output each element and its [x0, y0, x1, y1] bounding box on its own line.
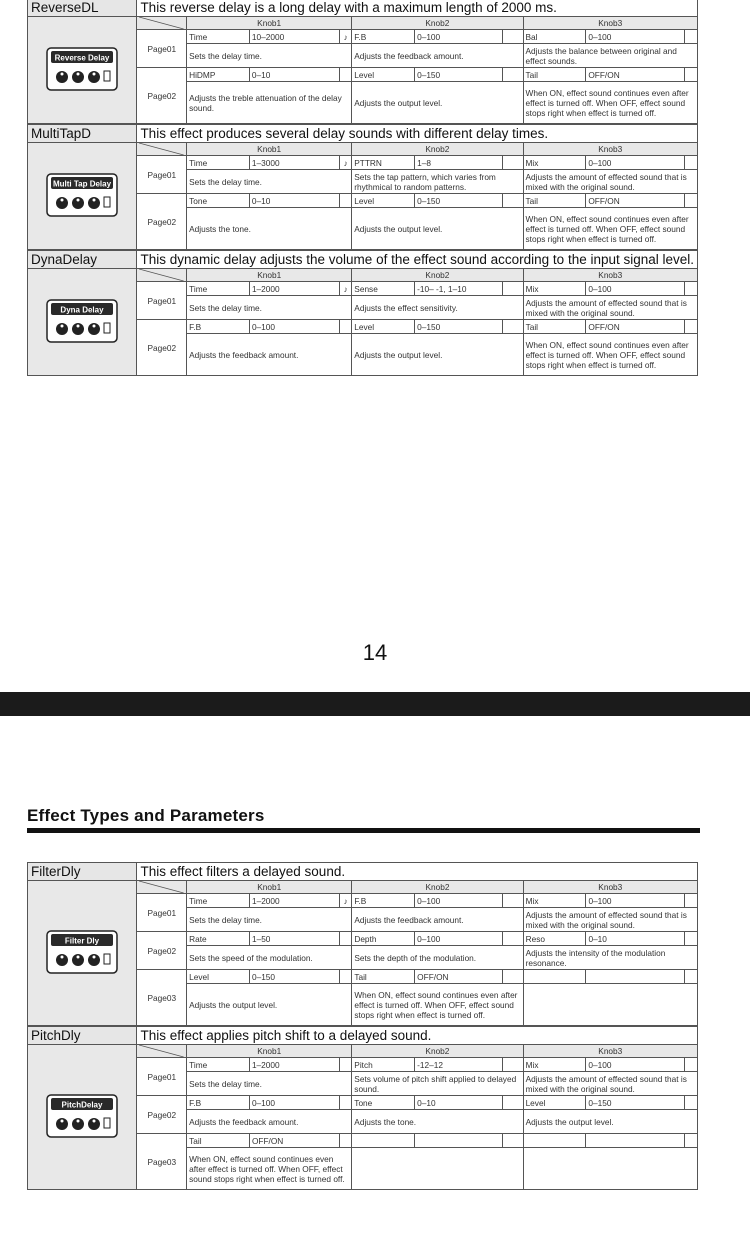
effect-table: [27, 0, 698, 124]
param-extra: [503, 970, 523, 984]
param-name: Mix: [523, 156, 586, 170]
pedal-illustration: [46, 299, 118, 343]
param-range: OFF/ON: [586, 320, 684, 334]
page-label: Page01: [137, 282, 187, 320]
param-name: Tail: [187, 1134, 250, 1148]
effect-list-upper: [27, 0, 698, 376]
param-range: 0–100: [586, 30, 684, 44]
page-label: Page02: [137, 68, 187, 124]
param-name: Rate: [187, 932, 250, 946]
tempo-sync-note-icon: ♪: [340, 156, 352, 170]
param-range: 0–150: [415, 194, 503, 208]
param-description: Adjusts the output level.: [523, 1110, 697, 1134]
param-description: Sets the delay time.: [187, 170, 352, 194]
pedal-illustration: [46, 173, 118, 217]
effect-name: FilterDly: [28, 863, 137, 881]
header-knob3: Knob3: [523, 17, 697, 30]
param-range: 0–10: [586, 932, 684, 946]
effect-description: This effect filters a delayed sound.: [137, 863, 698, 881]
param-range: 0–150: [415, 320, 503, 334]
effect-name: MultiTapD: [28, 125, 137, 143]
param-range: 1–50: [249, 932, 339, 946]
param-extra: [684, 156, 697, 170]
header-knob3: Knob3: [523, 1045, 697, 1058]
param-name: Tail: [523, 68, 586, 82]
param-range: 0–100: [586, 1058, 684, 1072]
effect-description: This dynamic delay adjusts the volume of the effect sound according to the input signal level.: [137, 251, 698, 269]
param-extra: [340, 1096, 352, 1110]
param-range: 0–100: [415, 894, 503, 908]
effect-pedal-image: [28, 17, 137, 124]
param-extra: [684, 1096, 697, 1110]
param-description: Adjusts the amount of effected sound that is mixed with the original sound.: [523, 296, 697, 320]
header-knob3: Knob3: [523, 269, 697, 282]
tempo-sync-note-icon: ♪: [340, 894, 352, 908]
page-label: Page02: [137, 932, 187, 970]
param-name: [523, 1134, 586, 1148]
param-range: 0–10: [415, 1096, 503, 1110]
pedal-label: Reverse Delay: [54, 53, 110, 63]
param-description: When ON, effect sound continues even after effect is turned off. When OFF, effect sound stops right when effect is turned off.: [352, 984, 523, 1026]
section-rule: [27, 828, 700, 833]
param-extra: [684, 320, 697, 334]
effect-pedal-image: [28, 1045, 137, 1190]
param-description: Adjusts the balance between original and effect sounds.: [523, 44, 697, 68]
effect-list-lower: [27, 862, 698, 1190]
param-name: Time: [187, 1058, 250, 1072]
header-knob1: Knob1: [187, 269, 352, 282]
effect-description: This reverse delay is a long delay with a maximum length of 2000 ms.: [137, 0, 698, 17]
param-name: Reso: [523, 932, 586, 946]
param-description: Adjusts the output level.: [352, 82, 523, 124]
param-name: Level: [352, 194, 415, 208]
param-range: 0–10: [249, 194, 339, 208]
param-extra: [503, 68, 523, 82]
param-range: 0–100: [415, 932, 503, 946]
param-range: 0–100: [586, 894, 684, 908]
param-name: F.B: [187, 320, 250, 334]
header-knob3: Knob3: [523, 143, 697, 156]
param-description: When ON, effect sound continues even after effect is turned off. When OFF, effect sound stops right when effect is turned off.: [523, 334, 697, 376]
param-description: Sets the delay time.: [187, 296, 352, 320]
param-description: Adjusts the intensity of the modulation resonance.: [523, 946, 697, 970]
effect-table: [27, 250, 698, 376]
header-knob1: Knob1: [187, 1045, 352, 1058]
param-range: 0–100: [586, 282, 684, 296]
param-name: Sense: [352, 282, 415, 296]
param-description: Adjusts the output level.: [187, 984, 352, 1026]
param-range: 0–150: [415, 68, 503, 82]
param-extra: [340, 194, 352, 208]
param-name: Time: [187, 156, 250, 170]
page-label: Page01: [137, 156, 187, 194]
param-description: Adjusts the treble attenuation of the delay sound.: [187, 82, 352, 124]
param-description: Adjusts the feedback amount.: [187, 1110, 352, 1134]
param-name: Tone: [352, 1096, 415, 1110]
param-name: Level: [352, 68, 415, 82]
param-extra: [503, 1058, 523, 1072]
effect-description: This effect produces several delay sounds with different delay times.: [137, 125, 698, 143]
header-knob1: Knob1: [187, 881, 352, 894]
param-name: Pitch: [352, 1058, 415, 1072]
header-knob2: Knob2: [352, 881, 523, 894]
param-extra: [503, 1096, 523, 1110]
effect-name: ReverseDL: [28, 0, 137, 17]
param-range: 10–2000: [249, 30, 339, 44]
pedal-illustration: [46, 1094, 118, 1138]
param-extra: [503, 320, 523, 334]
param-extra: [684, 932, 697, 946]
param-extra: [684, 894, 697, 908]
param-extra: [503, 894, 523, 908]
param-extra: [503, 282, 523, 296]
param-name: Tail: [352, 970, 415, 984]
param-name: F.B: [187, 1096, 250, 1110]
param-extra: [340, 970, 352, 984]
param-extra: [340, 68, 352, 82]
param-extra: [340, 1058, 352, 1072]
page-label: Page02: [137, 320, 187, 376]
param-extra: [340, 320, 352, 334]
effect-pedal-image: [28, 269, 137, 376]
page-number: 14: [362, 640, 388, 665]
param-range: 0–100: [586, 156, 684, 170]
param-name: HiDMP: [187, 68, 250, 82]
param-name: Bal: [523, 30, 586, 44]
page-label: Page03: [137, 970, 187, 1026]
param-name: Tone: [187, 194, 250, 208]
param-name: Tail: [523, 320, 586, 334]
param-range: 0–10: [249, 68, 339, 82]
effect-pedal-image: [28, 143, 137, 250]
param-description: Adjusts the tone.: [352, 1110, 523, 1134]
param-name: F.B: [352, 894, 415, 908]
param-description: [352, 1148, 523, 1190]
param-description: Adjusts the amount of effected sound that is mixed with the original sound.: [523, 170, 697, 194]
param-extra: [684, 1058, 697, 1072]
param-description: Sets the delay time.: [187, 44, 352, 68]
tempo-sync-note-icon: ♪: [340, 30, 352, 44]
effect-table: [27, 862, 698, 1026]
param-range: -12–12: [415, 1058, 503, 1072]
param-extra: [684, 970, 697, 984]
param-description: Adjusts the tone.: [187, 208, 352, 250]
pedal-illustration: [46, 47, 118, 91]
param-description: Adjusts the feedback amount.: [352, 44, 523, 68]
param-range: 1–2000: [249, 1058, 339, 1072]
param-description: Sets volume of pitch shift applied to delayed sound.: [352, 1072, 523, 1096]
page-label: Page03: [137, 1134, 187, 1190]
param-range: 0–100: [249, 1096, 339, 1110]
page-label: Page01: [137, 894, 187, 932]
pedal-label: Filter Dly: [65, 936, 100, 946]
param-description: Adjusts the effect sensitivity.: [352, 296, 523, 320]
param-range: 0–100: [249, 320, 339, 334]
param-description: Sets the speed of the modulation.: [187, 946, 352, 970]
param-extra: [684, 68, 697, 82]
header-knob2: Knob2: [352, 143, 523, 156]
param-name: F.B: [352, 30, 415, 44]
param-range: 1–3000: [249, 156, 339, 170]
param-name: [352, 1134, 415, 1148]
param-description: Sets the tap pattern, which varies from rhythmical to random patterns.: [352, 170, 523, 194]
page-divider-bar: [0, 692, 750, 716]
param-description: When ON, effect sound continues even after effect is turned off. When OFF, effect sound stops right when effect is turned off.: [523, 208, 697, 250]
param-name: Depth: [352, 932, 415, 946]
param-name: Level: [352, 320, 415, 334]
param-name: [523, 970, 586, 984]
param-description: When ON, effect sound continues even after effect is turned off. When OFF, effect sound stops right when effect is turned off.: [187, 1148, 352, 1190]
effect-name: DynaDelay: [28, 251, 137, 269]
effect-pedal-image: [28, 881, 137, 1026]
param-extra: [684, 1134, 697, 1148]
param-range: 0–100: [415, 30, 503, 44]
param-extra: [503, 194, 523, 208]
page-label: Page01: [137, 30, 187, 68]
param-extra: [340, 1134, 352, 1148]
param-description: Sets the delay time.: [187, 908, 352, 932]
param-range: [415, 1134, 503, 1148]
param-name: Time: [187, 30, 250, 44]
pedal-label: PitchDelay: [61, 1100, 103, 1110]
param-description: Adjusts the feedback amount.: [352, 908, 523, 932]
header-knob2: Knob2: [352, 17, 523, 30]
param-range: 1–2000: [249, 282, 339, 296]
header-corner: [137, 143, 187, 156]
page-label: Page02: [137, 1096, 187, 1134]
param-range: 1–2000: [249, 894, 339, 908]
param-description: Sets the delay time.: [187, 1072, 352, 1096]
param-extra: [340, 932, 352, 946]
page-lower: [0, 716, 750, 1247]
param-extra: [503, 156, 523, 170]
header-corner: [137, 17, 187, 30]
param-extra: [684, 282, 697, 296]
param-name: Mix: [523, 894, 586, 908]
param-name: Mix: [523, 1058, 586, 1072]
param-range: OFF/ON: [249, 1134, 339, 1148]
param-range: [586, 970, 684, 984]
pedal-label: Dyna Delay: [60, 305, 104, 315]
effect-table: [27, 124, 698, 250]
param-name: Level: [523, 1096, 586, 1110]
param-description: Adjusts the feedback amount.: [187, 334, 352, 376]
param-description: Adjusts the amount of effected sound that is mixed with the original sound.: [523, 908, 697, 932]
param-name: Time: [187, 282, 250, 296]
param-name: Mix: [523, 282, 586, 296]
param-extra: [503, 1134, 523, 1148]
header-knob1: Knob1: [187, 143, 352, 156]
param-range: 1–8: [415, 156, 503, 170]
pedal-label: Multi Tap Delay: [53, 179, 112, 189]
header-corner: [137, 881, 187, 894]
effect-description: This effect applies pitch shift to a delayed sound.: [137, 1027, 698, 1045]
page-label: Page02: [137, 194, 187, 250]
param-description: Adjusts the output level.: [352, 208, 523, 250]
section-title: Effect Types and Parameters: [27, 806, 265, 825]
param-extra: [684, 30, 697, 44]
header-corner: [137, 1045, 187, 1058]
param-range: OFF/ON: [415, 970, 503, 984]
param-name: PTTRN: [352, 156, 415, 170]
header-corner: [137, 269, 187, 282]
param-range: -10– -1, 1–10: [415, 282, 503, 296]
param-description: When ON, effect sound continues even after effect is turned off. When OFF, effect sound stops right when effect is turned off.: [523, 82, 697, 124]
header-knob2: Knob2: [352, 1045, 523, 1058]
param-range: OFF/ON: [586, 194, 684, 208]
param-extra: [684, 194, 697, 208]
header-knob1: Knob1: [187, 17, 352, 30]
param-description: [523, 1148, 697, 1190]
tempo-sync-note-icon: ♪: [340, 282, 352, 296]
param-name: Level: [187, 970, 250, 984]
param-range: 0–150: [249, 970, 339, 984]
param-description: [523, 984, 697, 1026]
effect-table: [27, 1026, 698, 1190]
header-knob2: Knob2: [352, 269, 523, 282]
pedal-illustration: [46, 930, 118, 974]
param-name: Tail: [523, 194, 586, 208]
param-range: 0–150: [586, 1096, 684, 1110]
effect-name: PitchDly: [28, 1027, 137, 1045]
header-knob3: Knob3: [523, 881, 697, 894]
param-name: Time: [187, 894, 250, 908]
param-range: [586, 1134, 684, 1148]
param-description: Adjusts the output level.: [352, 334, 523, 376]
page-label: Page01: [137, 1058, 187, 1096]
param-extra: [503, 30, 523, 44]
param-range: OFF/ON: [586, 68, 684, 82]
param-extra: [503, 932, 523, 946]
param-description: Sets the depth of the modulation.: [352, 946, 523, 970]
param-description: Adjusts the amount of effected sound that is mixed with the original sound.: [523, 1072, 697, 1096]
